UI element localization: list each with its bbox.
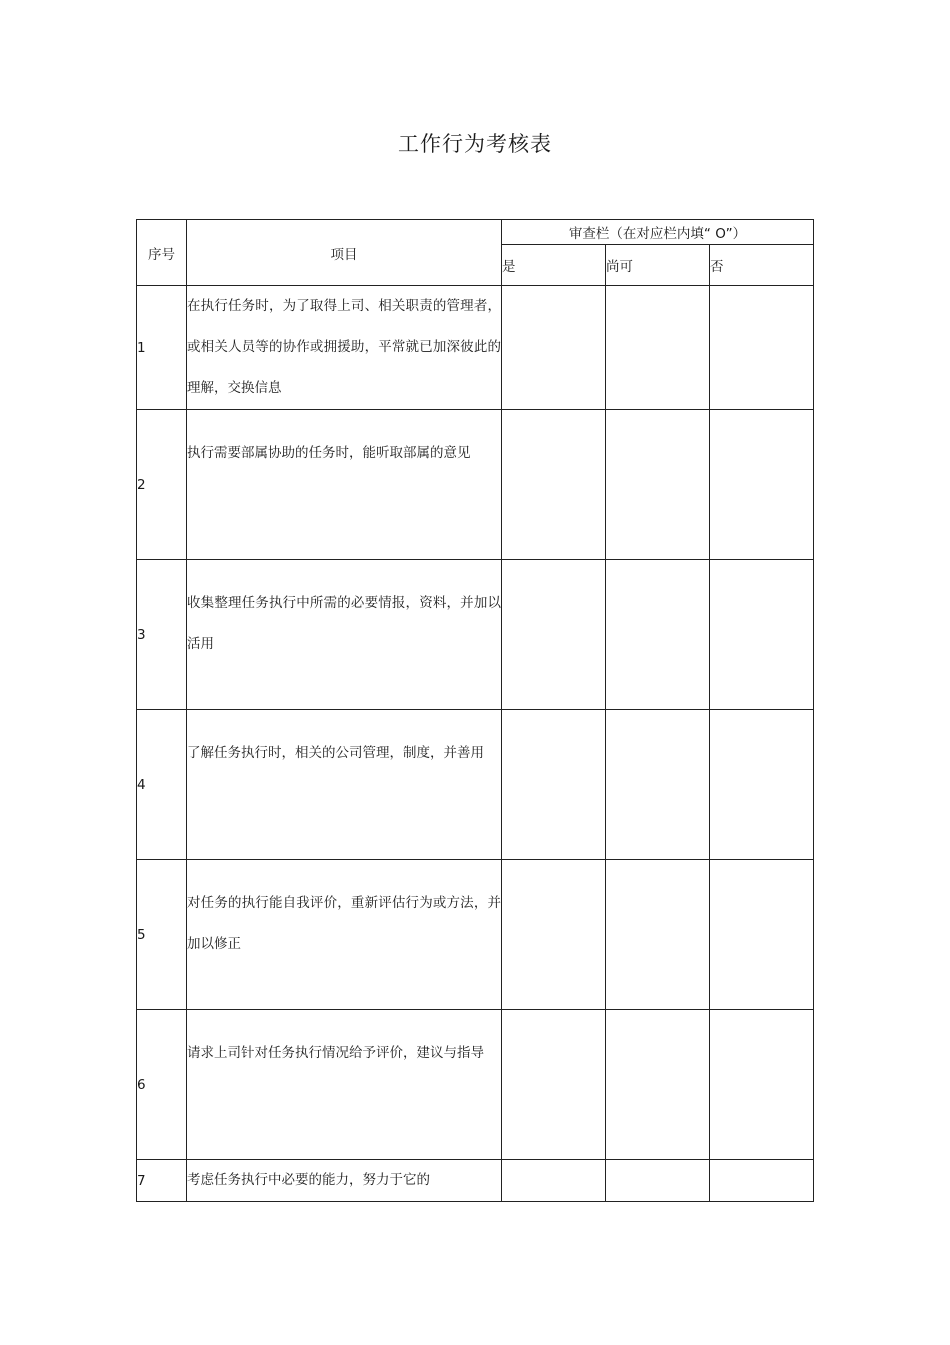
table-row <box>137 860 814 1010</box>
check-cell-yes[interactable] <box>502 410 606 560</box>
check-cell-no[interactable] <box>710 860 814 1010</box>
check-cell-no[interactable] <box>710 710 814 860</box>
check-cell-fair[interactable] <box>606 286 710 410</box>
header-option-fair: 尚可 <box>606 245 710 286</box>
row-item-cell <box>187 1160 502 1202</box>
row-number: 4 <box>137 710 187 860</box>
row-number: 1 <box>137 286 187 410</box>
header-number: 序号 <box>137 220 187 286</box>
check-cell-no[interactable] <box>710 410 814 560</box>
header-review: 审查栏（在对应栏内填“ O”） <box>502 220 814 245</box>
row-item-text: 了解任务执行时，相关的公司管理，制度，并善用 <box>187 745 484 761</box>
row-item-cell <box>187 860 502 1010</box>
row-item-text: 考虑任务执行中必要的能力，努力于它的 <box>187 1172 430 1188</box>
evaluation-table <box>136 219 814 1202</box>
header-item: 项目 <box>187 220 502 286</box>
check-cell-no[interactable] <box>710 286 814 410</box>
check-cell-fair[interactable] <box>606 710 710 860</box>
row-number: 3 <box>137 560 187 710</box>
table-row <box>137 1010 814 1160</box>
header-option-no: 否 <box>710 245 814 286</box>
check-cell-no[interactable] <box>710 1010 814 1160</box>
table-row <box>137 286 814 410</box>
row-item-cell <box>187 710 502 860</box>
row-item-cell <box>187 286 502 410</box>
table-row <box>137 1160 814 1202</box>
row-number: 2 <box>137 410 187 560</box>
row-item-text: 在执行任务时，为了取得上司、相关职责的管理者，或相关人员等的协作或拥援助，平常就已加深彼此的理解，交换信息 <box>187 298 501 396</box>
row-item-cell <box>187 560 502 710</box>
check-cell-fair[interactable] <box>606 410 710 560</box>
check-cell-fair[interactable] <box>606 860 710 1010</box>
table-row <box>137 410 814 560</box>
check-cell-fair[interactable] <box>606 1010 710 1160</box>
check-cell-yes[interactable] <box>502 1010 606 1160</box>
row-item-text: 执行需要部属协助的任务时，能听取部属的意见 <box>187 445 471 461</box>
check-cell-yes[interactable] <box>502 710 606 860</box>
row-number: 6 <box>137 1010 187 1160</box>
row-item-text: 对任务的执行能自我评价，重新评估行为或方法，并加以修正 <box>187 895 501 952</box>
row-item-cell <box>187 410 502 560</box>
check-cell-no[interactable] <box>710 560 814 710</box>
header-option-yes: 是 <box>502 245 606 286</box>
check-cell-no[interactable] <box>710 1160 814 1202</box>
check-cell-yes[interactable] <box>502 860 606 1010</box>
check-cell-yes[interactable] <box>502 560 606 710</box>
row-item-text: 收集整理任务执行中所需的必要情报，资料，并加以活用 <box>187 595 501 652</box>
row-number: 7 <box>137 1160 187 1202</box>
check-cell-yes[interactable] <box>502 286 606 410</box>
row-item-text: 请求上司针对任务执行情况给予评价，建议与指导 <box>187 1045 484 1061</box>
page-title: 工作行为考核表 <box>398 132 552 156</box>
check-cell-yes[interactable] <box>502 1160 606 1202</box>
check-cell-fair[interactable] <box>606 560 710 710</box>
table-row <box>137 560 814 710</box>
table-row <box>137 710 814 860</box>
row-number: 5 <box>137 860 187 1010</box>
row-item-cell <box>187 1010 502 1160</box>
check-cell-fair[interactable] <box>606 1160 710 1202</box>
